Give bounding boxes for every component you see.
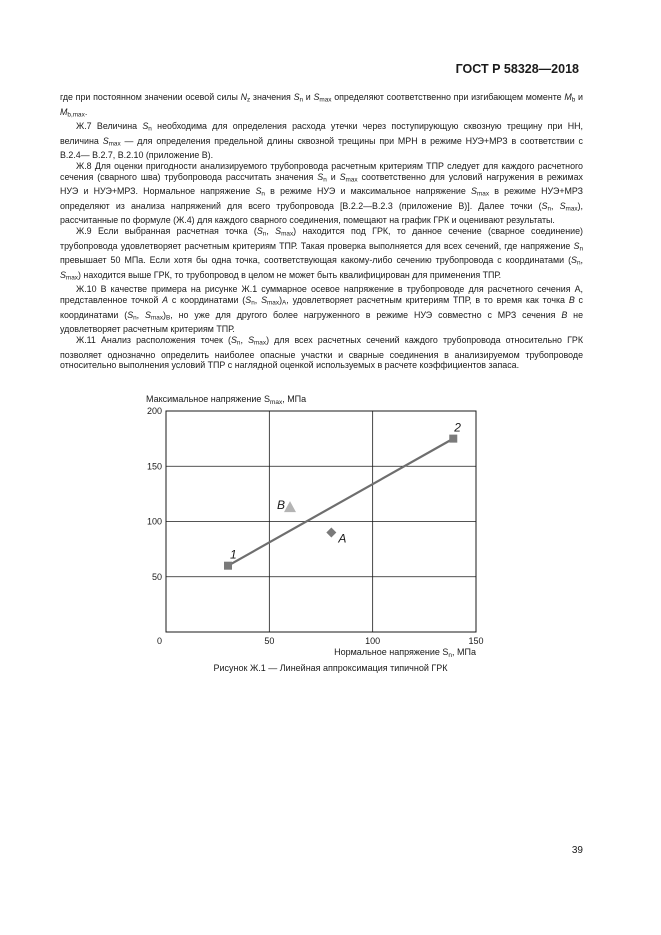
subscript: n bbox=[261, 190, 265, 198]
y-axis-title bbox=[146, 394, 306, 406]
subscript: z bbox=[246, 96, 251, 104]
subscript: n bbox=[299, 96, 304, 104]
subscript: max bbox=[565, 205, 578, 213]
text-run: ) bbox=[279, 295, 283, 306]
y-axis-title-part: Максимальное напряжение S bbox=[146, 394, 270, 404]
text-run: S bbox=[559, 200, 566, 211]
y-tick-label: 100 bbox=[146, 516, 162, 527]
data-point-triangle bbox=[284, 501, 296, 512]
x-tick-label: 50 bbox=[264, 636, 275, 646]
text-run: с координатами ( bbox=[60, 295, 583, 320]
text-run: где при постоянном значении осевой силы bbox=[60, 92, 241, 102]
paragraph bbox=[60, 161, 583, 226]
text-run: , bbox=[254, 295, 262, 306]
text-run: — для определения предельной длины сквозной трещины при МРН в режиме НУЭ+МРЗ в соответствии с В.2.4— В.2.7, В.2.10 (приложение В). bbox=[60, 135, 583, 160]
x-axis-title-part: Нормальное напряжение S bbox=[334, 647, 449, 657]
subscript: b bbox=[571, 96, 576, 104]
figure-caption: Рисунок Ж.1 — Линейная аппроксимация типичной ГРК bbox=[213, 663, 448, 673]
subscript: n bbox=[323, 176, 327, 184]
text-run: S bbox=[313, 92, 320, 102]
page-number: 39 bbox=[571, 845, 583, 856]
text-run: В bbox=[561, 309, 568, 320]
text-run: S bbox=[245, 295, 252, 306]
text-run: , bbox=[136, 309, 146, 320]
text-run: , bbox=[240, 335, 249, 346]
subscript: n bbox=[579, 245, 583, 253]
text-run: не удовлетворяет расчетным критериям ТПР. bbox=[60, 309, 584, 335]
text-run: N bbox=[240, 92, 247, 102]
text-run: в режиме НУЭ и максимальное напряжение bbox=[264, 186, 472, 197]
text-run: с координатами ( bbox=[168, 295, 246, 306]
subscript: max bbox=[253, 339, 267, 347]
subscript: max bbox=[65, 274, 78, 282]
text-run: S bbox=[230, 335, 237, 346]
text-run: S bbox=[60, 269, 66, 280]
y-axis-title-part: max bbox=[269, 399, 283, 406]
text-run: превышает 50 МПа. Если хотя бы одна точка, соответствующая какому-либо сечению трубопровода с координатами ( bbox=[60, 255, 572, 266]
text-run: В bbox=[568, 295, 575, 306]
text-run: , bbox=[580, 255, 583, 266]
body-text bbox=[60, 92, 583, 371]
text-run: S bbox=[541, 200, 548, 211]
text-run: соответственно для условий нагружения в режимах НУЭ и НУЭ+МРЗ. Нормальное напряжение bbox=[60, 171, 583, 197]
text-run: S bbox=[571, 255, 577, 266]
subscript: max bbox=[345, 176, 358, 184]
text-run: S bbox=[471, 186, 477, 197]
x-tick-label: 100 bbox=[365, 636, 381, 646]
text-run: Ж.9 Если выбранная расчетная точка ( bbox=[76, 226, 257, 237]
text-run: S bbox=[317, 171, 324, 182]
text-run: Ж.10 В качестве примера на рисунке Ж.1 суммарное осевое напряжение в трубопроводе для расчетного сечения А, представленное точкой bbox=[60, 284, 583, 306]
text-run: , bbox=[266, 226, 276, 237]
text-run: S bbox=[145, 309, 151, 320]
data-point-label: B bbox=[277, 498, 286, 513]
text-run: в режиме НУЭ+МРЗ определяют из анализа напряжений для всего трубопровода [В.2.2—В.2.3 (приложение В)]. Далее точки ( bbox=[60, 186, 583, 211]
data-point-square bbox=[449, 435, 457, 443]
text-run: значения bbox=[250, 92, 294, 102]
text-run: ) находится выше ГРК, то трубопровод в целом не может быть квалифицирован для применения ТПР. bbox=[78, 269, 502, 280]
text-run: S bbox=[255, 186, 262, 197]
text-run: S bbox=[248, 335, 254, 346]
x-tick-label: 150 bbox=[468, 636, 484, 646]
data-point-square bbox=[224, 562, 232, 570]
subscript: b,max bbox=[67, 111, 85, 119]
text-run: , но уже для другого более нагруженного в режиме НУЭ совместно с МРЗ сечения bbox=[170, 309, 562, 320]
text-run: определяют соответственно при изгибающем моменте bbox=[331, 92, 565, 102]
text-run: . bbox=[84, 106, 88, 117]
text-run: M bbox=[564, 92, 572, 102]
text-run: и bbox=[575, 92, 583, 102]
text-run: M bbox=[60, 106, 68, 117]
y-tick-label: 200 bbox=[146, 406, 162, 416]
subscript: max bbox=[319, 96, 332, 104]
subscript: max bbox=[281, 230, 294, 238]
x-axis-title-part: n bbox=[448, 652, 453, 659]
subscript: B bbox=[166, 314, 171, 322]
y-axis-title-part: , МПа bbox=[282, 394, 307, 404]
subscript: max bbox=[150, 314, 164, 322]
document-header: ГОСТ Р 58328—2018 bbox=[455, 62, 579, 76]
origin-label: 0 bbox=[156, 636, 162, 646]
subscript: max bbox=[108, 140, 121, 148]
text-run: , удовлетворяет расчетным критериям ТПР, в то время как точка bbox=[286, 295, 569, 306]
text-run: ) находится под ГРК, то данное сечение (сварное соединение) трубопровода удовлетворяет расчетным критериям ТПР. Такая проверка выполняется для всех сечений, где напряжение bbox=[60, 226, 583, 251]
text-run: S bbox=[256, 226, 263, 237]
text-run: ) для всех расчетных сечений каждого трубопровода относительно ГРК позволяет однозначно определить наиболее опасные участки и сварные соединения в анализируемом трубопроводе относительно выполнения условий ТПР с наглядной оценкой используемых в расчете коэффициентов запаса. bbox=[60, 335, 583, 371]
text-run: S bbox=[339, 171, 346, 182]
text-run: А bbox=[162, 295, 169, 306]
approximation-line bbox=[228, 439, 453, 566]
figure-chart bbox=[140, 385, 520, 659]
paragraph bbox=[60, 92, 583, 121]
subscript: max bbox=[266, 299, 280, 307]
subscript: max bbox=[476, 190, 490, 198]
data-point-label: A bbox=[338, 531, 347, 546]
y-tick-label: 150 bbox=[146, 461, 162, 472]
text-run: S bbox=[275, 226, 282, 237]
data-point-diamond bbox=[326, 528, 336, 538]
subscript: n bbox=[148, 125, 152, 133]
text-run: Ж.11 Анализ расположения точек ( bbox=[76, 335, 231, 346]
text-run: S bbox=[142, 121, 149, 131]
subscript: n bbox=[576, 259, 581, 267]
subscript: A bbox=[282, 299, 287, 307]
text-run: , bbox=[551, 200, 560, 211]
y-tick-label: 50 bbox=[151, 571, 162, 582]
text-run: и bbox=[303, 92, 314, 102]
subscript: n bbox=[251, 299, 255, 307]
text-run: S bbox=[127, 309, 134, 320]
paragraph bbox=[60, 335, 583, 371]
data-point-label: 2 bbox=[454, 420, 461, 435]
text-run: и bbox=[326, 171, 340, 182]
paragraph bbox=[60, 121, 583, 161]
text-run: Ж.7 Величина bbox=[76, 121, 143, 131]
data-point-label: 1 bbox=[230, 547, 237, 562]
text-run: S bbox=[261, 295, 267, 306]
subscript: n bbox=[133, 314, 137, 322]
paragraph bbox=[60, 226, 583, 284]
paragraph bbox=[60, 284, 583, 335]
subscript: n bbox=[236, 339, 241, 347]
text-run: Ж.8 Для оценки пригодности анализируемого трубопровода расчетным критериям ТПР следует для каждого расчетного сечения (сварного шва) трубопровода рассчитать значения bbox=[60, 160, 583, 182]
text-run: S bbox=[102, 135, 109, 146]
text-run: ), рассчитанные по формуле (Ж.4) для каждого сварного соединения, помещают на график ГРК и оценивают результаты. bbox=[60, 200, 584, 226]
text-run: S bbox=[293, 92, 300, 102]
x-axis-title bbox=[334, 647, 476, 659]
text-run: ) bbox=[163, 309, 167, 320]
text-run: необходима для определения расхода утечки через поступирующую сквозную трещину при НН, величина bbox=[60, 121, 583, 146]
text-run: S bbox=[573, 240, 580, 251]
subscript: n bbox=[547, 205, 552, 213]
subscript: n bbox=[262, 230, 267, 238]
x-axis-title-part: , МПа bbox=[452, 647, 476, 657]
